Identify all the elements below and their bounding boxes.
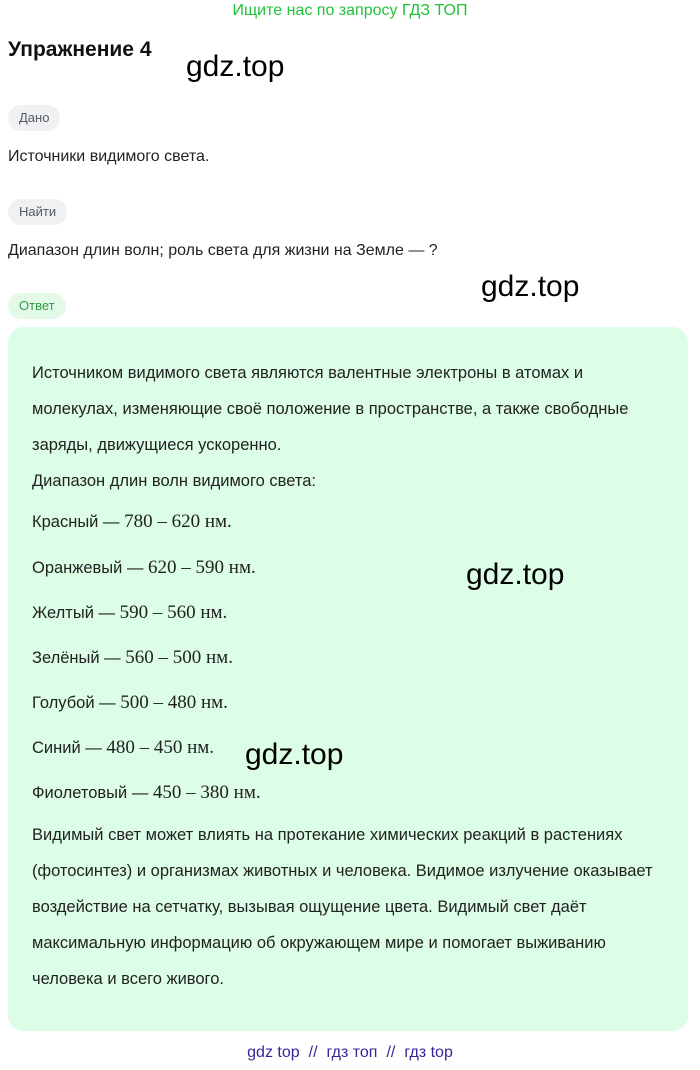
- range-dash: —: [99, 649, 126, 667]
- range-color-name: Зелёный: [32, 649, 100, 667]
- search-banner: Ищите нас по запросу ГДЗ ТОП: [232, 2, 468, 19]
- range-color-name: Фиолетовый: [32, 784, 128, 802]
- range-dash: —: [98, 513, 125, 531]
- answer-intro: Источником видимого света являются валентные электроны в атомах и молекулах, изменяющие своё положение в пространстве, а также свободные заряды, движущиеся ускоренно.: [32, 364, 629, 454]
- range-values: 590 – 560 нм.: [119, 602, 228, 623]
- range-color-name: Желтый: [32, 604, 94, 622]
- wavelength-range-list: [32, 499, 662, 815]
- range-color-name: Красный: [32, 513, 99, 531]
- range-item-green: [32, 635, 662, 680]
- footer-link-gdz-top-mixed[interactable]: гдз top: [404, 1044, 453, 1061]
- range-item-light-blue: [32, 680, 662, 725]
- footer-link-gdz-top-ru[interactable]: гдз топ: [326, 1044, 378, 1061]
- range-values: 450 – 380 нм.: [152, 782, 261, 803]
- range-values: 500 – 480 нм.: [120, 692, 228, 713]
- range-dash: —: [80, 739, 107, 757]
- footer-separator: //: [386, 1044, 396, 1061]
- range-color-name: Оранжевый: [32, 559, 123, 577]
- footer-links: [0, 1044, 700, 1062]
- range-color-name: Синий: [32, 739, 81, 757]
- range-title: Диапазон длин волн видимого света:: [32, 472, 316, 490]
- answer-closing: Видимый свет может влиять на протекание химических реакций в растениях (фотосинтез) и организмах животных и человека. Видимое излучение оказывает воздействие на сетчатку, вызывая ощущение цвета. Видимый свет даёт максимальную информацию об окружающем мире и помогает выживанию человека и всего живого.: [32, 826, 653, 988]
- range-item-yellow: [32, 590, 662, 635]
- range-dash: —: [94, 694, 121, 712]
- watermark: gdz.top: [245, 738, 344, 771]
- footer-separator: //: [308, 1044, 318, 1061]
- range-dash: —: [93, 604, 120, 622]
- find-tag: Найти: [8, 199, 67, 225]
- page-title: Упражнение 4: [8, 38, 152, 61]
- range-dash: —: [122, 559, 149, 577]
- answer-box: [8, 327, 688, 1031]
- range-dash: —: [127, 784, 153, 802]
- range-values: 560 – 500 нм.: [125, 647, 233, 668]
- given-tag: Дано: [8, 105, 60, 131]
- range-color-name: Голубой: [32, 694, 95, 712]
- watermark: gdz.top: [481, 270, 580, 303]
- find-text: Диапазон длин волн; роль света для жизни на Земле — ?: [8, 242, 438, 259]
- range-item-red: [32, 499, 662, 545]
- range-values: 620 – 590 нм.: [148, 557, 256, 578]
- answer-content: [32, 355, 662, 997]
- range-item-violet: [32, 770, 662, 815]
- footer-link-gdz-top[interactable]: gdz top: [247, 1044, 300, 1061]
- watermark: gdz.top: [466, 558, 565, 591]
- given-text: Источники видимого света.: [8, 148, 210, 165]
- range-item-blue: [32, 725, 662, 770]
- range-item-orange: [32, 545, 662, 590]
- answer-tag: Ответ: [8, 293, 66, 319]
- range-values: 480 – 450 нм.: [106, 737, 215, 758]
- range-values: 780 – 620 нм.: [124, 511, 232, 532]
- watermark: gdz.top: [186, 50, 285, 83]
